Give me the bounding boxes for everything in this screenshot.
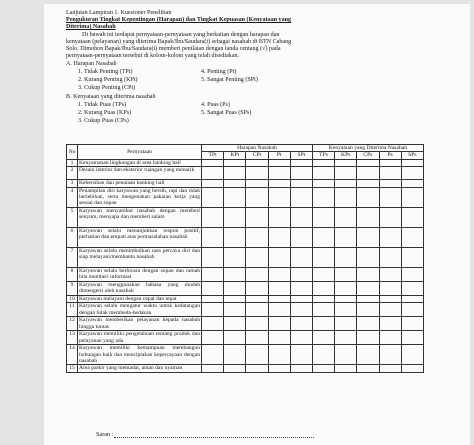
section-a-heading: A. Harapan Nasabah	[66, 61, 117, 67]
table-row	[67, 317, 424, 331]
reality-rating-cell[interactable]	[312, 167, 334, 180]
statement-text: Karyawan melayani dengan cepat dan tepat	[78, 295, 202, 302]
expectation-rating-cell[interactable]	[202, 365, 224, 373]
table-row	[67, 331, 424, 345]
scale-b-4: 4. Puas (Ps)	[201, 102, 230, 108]
row-number: 12	[67, 317, 78, 331]
expectation-rating-cell[interactable]	[290, 227, 312, 247]
expectation-rating-cell[interactable]	[246, 247, 268, 267]
expectation-rating-cell[interactable]	[268, 207, 290, 227]
reality-rating-cell[interactable]	[312, 180, 334, 187]
table-row	[67, 167, 424, 180]
expectation-rating-cell[interactable]	[268, 180, 290, 187]
expectation-rating-cell[interactable]	[290, 207, 312, 227]
expectation-rating-cell[interactable]	[246, 159, 268, 166]
column-header-expectation: Harapan Nasabah	[202, 145, 313, 152]
expectation-rating-cell[interactable]	[224, 159, 246, 166]
reality-rating-cell[interactable]	[357, 365, 379, 373]
expectation-rating-cell[interactable]	[224, 167, 246, 180]
reality-rating-cell[interactable]	[335, 207, 357, 227]
reality-rating-cell[interactable]	[357, 247, 379, 267]
expectation-rating-cell[interactable]	[224, 247, 246, 267]
reality-rating-cell[interactable]	[357, 303, 379, 317]
table-row	[67, 295, 424, 302]
statement-text: Karyawan selalu menimbulkan rasa percaya diri dan siap melayani/membantu nasabah	[78, 247, 202, 267]
expectation-rating-cell[interactable]	[246, 331, 268, 345]
scale-a-2: 2. Kurang Penting (KPt)	[78, 77, 138, 83]
reality-rating-cell[interactable]	[401, 317, 423, 331]
expectation-rating-cell[interactable]	[224, 365, 246, 373]
scale-a-1: 1. Tidak Penting (TPt)	[78, 69, 133, 75]
table-row	[67, 303, 424, 317]
reality-rating-cell[interactable]	[379, 247, 401, 267]
reality-rating-cell[interactable]	[312, 247, 334, 267]
statement-text: Penampilan diri karyawan yang bersih, rapi dan tidak berlebihan, serta mengenakan pakaian kerja yang sesuai dan sopan	[79, 187, 200, 207]
reality-rating-cell[interactable]	[335, 281, 357, 295]
expectation-rating-cell[interactable]	[290, 180, 312, 187]
reality-rating-cell[interactable]	[335, 267, 357, 281]
statement-text: Kenyamanan lingkungan di area banking hall	[78, 159, 202, 166]
reality-rating-cell[interactable]	[312, 331, 334, 345]
reality-rating-cell[interactable]	[379, 345, 401, 365]
expectation-rating-cell[interactable]	[246, 187, 268, 207]
reality-rating-cell[interactable]	[379, 267, 401, 281]
reality-rating-cell[interactable]	[379, 167, 401, 180]
expectation-rating-cell[interactable]	[224, 187, 246, 207]
reality-rating-cell[interactable]	[357, 331, 379, 345]
expectation-rating-cell[interactable]	[246, 207, 268, 227]
expectation-rating-cell[interactable]	[290, 187, 312, 207]
expectation-rating-cell[interactable]	[268, 267, 290, 281]
expectation-rating-cell[interactable]	[290, 281, 312, 295]
row-number: 10	[67, 295, 78, 302]
reality-rating-cell[interactable]	[357, 227, 379, 247]
section-b-heading: B. Kenyataan yang diterima nasabah	[66, 94, 156, 100]
expectation-rating-cell[interactable]	[202, 267, 224, 281]
statement-text: Karyawan menggunakan bahasa yang mudah dimengerti oleh nasabah	[79, 281, 200, 295]
reality-rating-cell[interactable]	[312, 317, 334, 331]
expectation-rating-cell[interactable]	[224, 180, 246, 187]
expectation-rating-cell[interactable]	[224, 295, 246, 302]
expectation-rating-cell[interactable]	[290, 247, 312, 267]
expectation-rating-cell[interactable]	[224, 227, 246, 247]
expectation-rating-cell[interactable]	[246, 295, 268, 302]
reality-rating-cell[interactable]	[379, 227, 401, 247]
statement-text: Karyawan memberikan pelayanan kepada nasabah hingga tuntas	[79, 317, 200, 330]
scale-b-5: 5. Sangat Puas (SPs)	[201, 110, 252, 116]
reality-rating-cell[interactable]	[357, 207, 379, 227]
reality-rating-cell[interactable]	[401, 159, 423, 166]
reality-rating-cell[interactable]	[312, 159, 334, 166]
expectation-rating-cell[interactable]	[246, 227, 268, 247]
reality-rating-cell[interactable]	[379, 180, 401, 187]
reality-rating-cell[interactable]	[335, 180, 357, 187]
title-line-2: Diterima) Nasabah	[66, 24, 116, 30]
reality-rating-cell[interactable]	[379, 317, 401, 331]
expectation-rating-cell[interactable]	[202, 180, 224, 187]
reality-rating-cell[interactable]	[379, 281, 401, 295]
expectation-rating-cell[interactable]	[268, 331, 290, 345]
table-row	[67, 247, 424, 267]
expectation-rating-cell[interactable]	[246, 281, 268, 295]
expectation-rating-cell[interactable]	[268, 295, 290, 302]
expectation-rating-cell[interactable]	[202, 317, 224, 331]
table-row	[67, 365, 424, 373]
scale-a-3: 3. Cukup Penting (CPt)	[78, 85, 136, 91]
statement-text: Karyawan selalu mengatur waktu untuk kedatangan dengan tidak membeda-bedakan	[79, 303, 200, 316]
expectation-rating-cell[interactable]	[290, 303, 312, 317]
statement-text: Karyawan selalu menunjukkan respon positif, perhatian dan empati atas permasalahan nasabah	[78, 227, 202, 247]
reality-rating-cell[interactable]	[379, 331, 401, 345]
expectation-rating-cell[interactable]	[224, 207, 246, 227]
rating-header-reality: SPs	[401, 152, 423, 159]
reality-rating-cell[interactable]	[357, 267, 379, 281]
rating-header-reality: TPs	[312, 152, 334, 159]
expectation-rating-cell[interactable]	[246, 167, 268, 180]
reality-rating-cell[interactable]	[335, 295, 357, 302]
scale-a-5: 5. Sangat Penting (SPt)	[201, 77, 258, 83]
row-number: 14	[67, 345, 78, 365]
reality-rating-cell[interactable]	[335, 227, 357, 247]
scale-b-2: 2. Kurang Puas (KPs)	[78, 110, 132, 116]
reality-rating-cell[interactable]	[357, 167, 379, 180]
expectation-rating-cell[interactable]	[202, 281, 224, 295]
rating-header-expectation: CPt	[246, 152, 268, 159]
reality-rating-cell[interactable]	[312, 365, 334, 373]
expectation-rating-cell[interactable]	[268, 365, 290, 373]
expectation-rating-cell[interactable]	[290, 317, 312, 331]
reality-rating-cell[interactable]	[401, 227, 423, 247]
intro-line-3: Solo. Dimohon Bapak/Ibu/Saudara(i) memberi penilaian dengan tanda centang (√) pada	[66, 46, 281, 52]
table-row	[67, 227, 424, 247]
reality-rating-cell[interactable]	[312, 267, 334, 281]
table-row	[67, 180, 424, 187]
expectation-rating-cell[interactable]	[202, 159, 224, 166]
expectation-rating-cell[interactable]	[224, 331, 246, 345]
expectation-rating-cell[interactable]	[290, 365, 312, 373]
reality-rating-cell[interactable]	[379, 159, 401, 166]
reality-rating-cell[interactable]	[312, 345, 334, 365]
reality-rating-cell[interactable]	[379, 303, 401, 317]
row-number: 7	[67, 247, 78, 267]
reality-rating-cell[interactable]	[401, 331, 423, 345]
expectation-rating-cell[interactable]	[246, 365, 268, 373]
expectation-rating-cell[interactable]	[268, 345, 290, 365]
reality-rating-cell[interactable]	[312, 187, 334, 207]
title-line-1: Pengukuran Tingkat Kepentingan (Harapan) dan Tingkat Kepuasan (Kenyataan yang	[66, 17, 292, 23]
expectation-rating-cell[interactable]	[246, 345, 268, 365]
reality-rating-cell[interactable]	[401, 167, 423, 180]
row-number: 4	[67, 187, 78, 207]
reality-rating-cell[interactable]	[401, 345, 423, 365]
expectation-rating-cell[interactable]	[224, 317, 246, 331]
expectation-rating-cell[interactable]	[268, 167, 290, 180]
appendix-heading: Lanjutan Lampiran 1. Kuesioner Penelitian	[66, 10, 172, 16]
row-number: 2	[67, 167, 78, 180]
rating-header-reality: KPs	[335, 152, 357, 159]
reality-rating-cell[interactable]	[357, 345, 379, 365]
questionnaire-table	[66, 144, 424, 373]
scale-b-3: 3. Cukup Puas (CPs)	[78, 118, 129, 124]
expectation-rating-cell[interactable]	[290, 267, 312, 281]
column-header-no: No	[67, 145, 78, 160]
intro-line-2: kenyataan (pelayanan) yang diterima Bapak/Ibu/Saudara(i) sebagai nasabah di BTN Cabang	[66, 39, 292, 45]
reality-rating-cell[interactable]	[312, 207, 334, 227]
statement-text: Kebersihan dan penataan banking hall	[78, 180, 202, 187]
statement-text: Karyawan memiliki kemampuan membangun hubungan baik dan menciptakan kepercayaan dengan nasabah	[79, 345, 200, 365]
column-header-reality: Kenyataan yang Diterima Nasabah	[312, 145, 423, 152]
reality-rating-cell[interactable]	[401, 187, 423, 207]
reality-rating-cell[interactable]	[335, 167, 357, 180]
row-number: 11	[67, 303, 78, 317]
scale-a-4: 4. Penting (Pt)	[201, 69, 237, 75]
expectation-rating-cell[interactable]	[268, 227, 290, 247]
column-header-statement: Pernyataan	[78, 145, 202, 160]
reality-rating-cell[interactable]	[357, 187, 379, 207]
reality-rating-cell[interactable]	[401, 267, 423, 281]
reality-rating-cell[interactable]	[335, 331, 357, 345]
table-row	[67, 281, 424, 295]
statement-text: Karyawan memiliki pengetahuan tentang produk dan pelayanan yang ada	[79, 331, 200, 344]
expectation-rating-cell[interactable]	[246, 267, 268, 281]
expectation-rating-cell[interactable]	[290, 331, 312, 345]
row-number: 9	[67, 281, 78, 295]
reality-rating-cell[interactable]	[401, 281, 423, 295]
expectation-rating-cell[interactable]	[202, 247, 224, 267]
table-row	[67, 159, 424, 166]
reality-rating-cell[interactable]	[357, 281, 379, 295]
reality-rating-cell[interactable]	[357, 317, 379, 331]
reality-rating-cell[interactable]	[335, 187, 357, 207]
reality-rating-cell[interactable]	[357, 180, 379, 187]
expectation-rating-cell[interactable]	[290, 345, 312, 365]
statement-text: Desain interior dan eksterior ruangan yang menarik	[78, 167, 202, 180]
expectation-rating-cell[interactable]	[268, 281, 290, 295]
expectation-rating-cell[interactable]	[246, 317, 268, 331]
reality-rating-cell[interactable]	[401, 303, 423, 317]
rating-header-reality: CPs	[357, 152, 379, 159]
reality-rating-cell[interactable]	[401, 207, 423, 227]
row-number: 8	[67, 267, 78, 281]
table-row	[67, 267, 424, 281]
row-number: 15	[67, 365, 78, 373]
reality-rating-cell[interactable]	[379, 207, 401, 227]
reality-rating-cell[interactable]	[401, 247, 423, 267]
expectation-rating-cell[interactable]	[268, 303, 290, 317]
expectation-rating-cell[interactable]	[202, 207, 224, 227]
expectation-rating-cell[interactable]	[290, 159, 312, 166]
document-page	[44, 4, 470, 445]
table-row	[67, 187, 424, 207]
expectation-rating-cell[interactable]	[268, 317, 290, 331]
expectation-rating-cell[interactable]	[268, 247, 290, 267]
statement-text: Karyawan menyambut nasabah dengan memberi senyum, menyapa dan memberi salam	[78, 207, 202, 227]
intro-line-1: Di bawah ini terdapat pernyataan-pernyataan yang berkaitan dengan harapan dan	[82, 32, 280, 38]
row-number: 6	[67, 227, 78, 247]
reality-rating-cell[interactable]	[335, 365, 357, 373]
reality-rating-cell[interactable]	[335, 317, 357, 331]
reality-rating-cell[interactable]	[335, 159, 357, 166]
expectation-rating-cell[interactable]	[224, 303, 246, 317]
reality-rating-cell[interactable]	[335, 247, 357, 267]
expectation-rating-cell[interactable]	[246, 180, 268, 187]
reality-rating-cell[interactable]	[379, 187, 401, 207]
expectation-rating-cell[interactable]	[202, 303, 224, 317]
expectation-rating-cell[interactable]	[202, 295, 224, 302]
reality-rating-cell[interactable]	[401, 365, 423, 373]
table-row	[67, 207, 424, 227]
suggestion-label: Saran :	[96, 431, 114, 438]
expectation-rating-cell[interactable]	[202, 331, 224, 345]
table-row	[67, 345, 424, 365]
intro-line-4: pernyataan-pernyataan tersebut di kolom-kolom yang telah disediakan.	[66, 53, 240, 59]
expectation-rating-cell[interactable]	[202, 227, 224, 247]
rating-header-reality: Ps	[379, 152, 401, 159]
reality-rating-cell[interactable]	[379, 295, 401, 302]
reality-rating-cell[interactable]	[312, 295, 334, 302]
row-number: 13	[67, 331, 78, 345]
suggestion-line	[114, 437, 314, 438]
expectation-rating-cell[interactable]	[290, 167, 312, 180]
row-number: 1	[67, 159, 78, 166]
expectation-rating-cell[interactable]	[202, 345, 224, 365]
expectation-rating-cell[interactable]	[268, 187, 290, 207]
rating-header-expectation: TPt	[202, 152, 224, 159]
reality-rating-cell[interactable]	[401, 295, 423, 302]
reality-rating-cell[interactable]	[312, 303, 334, 317]
expectation-rating-cell[interactable]	[268, 159, 290, 166]
expectation-rating-cell[interactable]	[224, 281, 246, 295]
rating-header-expectation: KPt	[224, 152, 246, 159]
reality-rating-cell[interactable]	[335, 345, 357, 365]
reality-rating-cell[interactable]	[357, 159, 379, 166]
expectation-rating-cell[interactable]	[290, 295, 312, 302]
reality-rating-cell[interactable]	[312, 227, 334, 247]
expectation-rating-cell[interactable]	[224, 267, 246, 281]
rating-header-expectation: SPt	[290, 152, 312, 159]
reality-rating-cell[interactable]	[312, 281, 334, 295]
row-number: 3	[67, 180, 78, 187]
reality-rating-cell[interactable]	[379, 365, 401, 373]
rating-header-expectation: Pt	[268, 152, 290, 159]
reality-rating-cell[interactable]	[357, 295, 379, 302]
expectation-rating-cell[interactable]	[202, 187, 224, 207]
expectation-rating-cell[interactable]	[202, 167, 224, 180]
scale-b-1: 1. Tidak Puas (TPs)	[78, 102, 127, 108]
expectation-rating-cell[interactable]	[224, 345, 246, 365]
row-number: 5	[67, 207, 78, 227]
reality-rating-cell[interactable]	[335, 303, 357, 317]
reality-rating-cell[interactable]	[401, 180, 423, 187]
expectation-rating-cell[interactable]	[246, 303, 268, 317]
statement-text: Area parkir yang memadai, aman dan nyaman	[78, 365, 202, 373]
statement-text: Karyawan selalu berbicara dengan sopan dan ramah bila memberi informasi	[79, 267, 200, 281]
